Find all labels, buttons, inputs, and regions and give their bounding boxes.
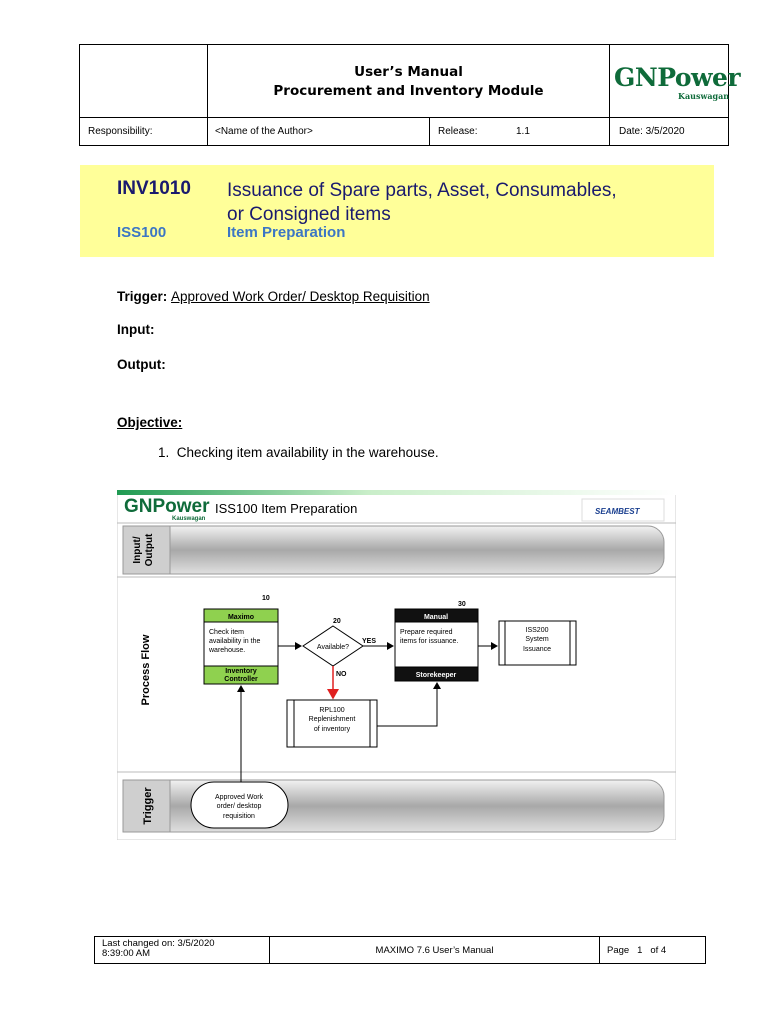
step10-system: Maximo xyxy=(227,614,255,621)
step30-text-2: items for issuance. xyxy=(400,638,459,645)
date-field: Date: 3/5/2020 xyxy=(619,126,685,137)
step10-number: 10 xyxy=(262,595,270,602)
rpl100-text-1: RPL100 xyxy=(319,707,345,714)
step30-role: Storekeeper xyxy=(415,672,457,679)
header-logo-cell xyxy=(610,45,741,118)
inv-title-line1: Issuance of Spare parts, Asset, Consumables, xyxy=(227,180,617,201)
diagram-gnpower-logo: GNPower xyxy=(124,496,210,517)
iss200-text-1: ISS200 xyxy=(525,627,549,634)
step30-system: Manual xyxy=(423,614,449,621)
objective-item xyxy=(158,445,439,460)
trigger-row xyxy=(117,289,430,304)
objective-item-number: 1. xyxy=(158,445,177,460)
objective-item-text: Checking item availability in the warehouse. xyxy=(176,445,439,460)
rpl100-text-3: of inventory xyxy=(313,726,351,733)
inv-title-line2: or Consigned items xyxy=(227,204,391,225)
lane-label-process-flow: Process Flow xyxy=(140,634,152,706)
iss-code: ISS100 xyxy=(117,224,167,241)
diagram-title: ISS100 Item Preparation xyxy=(215,501,358,516)
step10-text-3: warehouse. xyxy=(209,647,246,654)
footer-manual-name: MAXIMO 7.6 User’s Manual xyxy=(270,937,600,963)
footer-page-cell xyxy=(600,937,705,963)
step20-text: Available? xyxy=(316,644,350,651)
trigger-text-3: requisition xyxy=(223,813,255,820)
trigger-text-1: Approved Work xyxy=(214,794,264,801)
no-label: NO xyxy=(336,671,347,678)
footer-page-of: of 4 xyxy=(650,945,667,956)
trigger-text-2: order/ desktop xyxy=(216,803,262,810)
manual-title: User’s Manual xyxy=(354,64,463,80)
lane-label-input-output xyxy=(132,533,155,566)
trigger-value: Approved Work Order/ Desktop Requisition xyxy=(171,289,430,304)
rpl100-text-2: Replenishment xyxy=(308,716,356,723)
diagram-top-strip xyxy=(117,490,676,495)
inv-title xyxy=(227,179,697,227)
step10-text-1: Check item xyxy=(209,629,245,636)
step10-role-2: Controller xyxy=(224,676,258,683)
responsibility-label: Responsibility: xyxy=(80,118,208,145)
input-output-lane xyxy=(123,526,664,574)
header-title-cell xyxy=(208,45,610,118)
yes-label: YES xyxy=(362,638,377,645)
footer-page-number: 1 xyxy=(637,945,643,956)
footer-last-changed-time: 8:39:00 AM xyxy=(102,948,151,959)
process-flow-diagram xyxy=(117,490,676,840)
document-footer xyxy=(94,936,706,964)
iss-title: Item Preparation xyxy=(227,224,346,241)
document-header xyxy=(79,44,741,146)
input-label: Input: xyxy=(117,322,155,337)
iss200-text-2: System xyxy=(525,636,549,643)
lane-label-trigger: Trigger xyxy=(142,787,154,825)
diagram-gnpower-logo-sub: Kauswagan xyxy=(172,516,206,522)
output-label: Output: xyxy=(117,357,166,372)
inv-code: INV1010 xyxy=(117,178,191,199)
objective-label: Objective: xyxy=(117,415,183,430)
svg-text:Input/: Input/ xyxy=(132,536,143,564)
trigger-label: Trigger: xyxy=(117,289,168,304)
release-cell xyxy=(430,118,610,145)
gnpower-logo: GNPower xyxy=(614,63,741,92)
release-label: Release: xyxy=(438,126,478,137)
footer-page-label: Page xyxy=(607,945,630,956)
step20-number: 20 xyxy=(333,618,341,625)
step10-text-2: availability in the xyxy=(209,638,261,645)
release-value: 1.1 xyxy=(516,126,530,137)
footer-last-changed xyxy=(95,937,270,963)
iss200-text-3: Issuance xyxy=(522,646,552,653)
gnpower-logo-sub: Kauswagan xyxy=(678,91,730,101)
step10-role-1: Inventory xyxy=(225,668,257,675)
module-title: Procurement and Inventory Module xyxy=(273,83,544,99)
footer-last-changed-date: Last changed on: 3/5/2020 xyxy=(102,938,215,949)
header-blank-cell xyxy=(80,45,208,118)
step30-text-1: Prepare required xyxy=(400,629,453,636)
svg-text:Output: Output xyxy=(144,533,155,567)
step30-number: 30 xyxy=(458,601,466,608)
author-field: <Name of the Author> xyxy=(208,118,430,145)
seambest-logo: SEAMBEST xyxy=(595,507,640,516)
